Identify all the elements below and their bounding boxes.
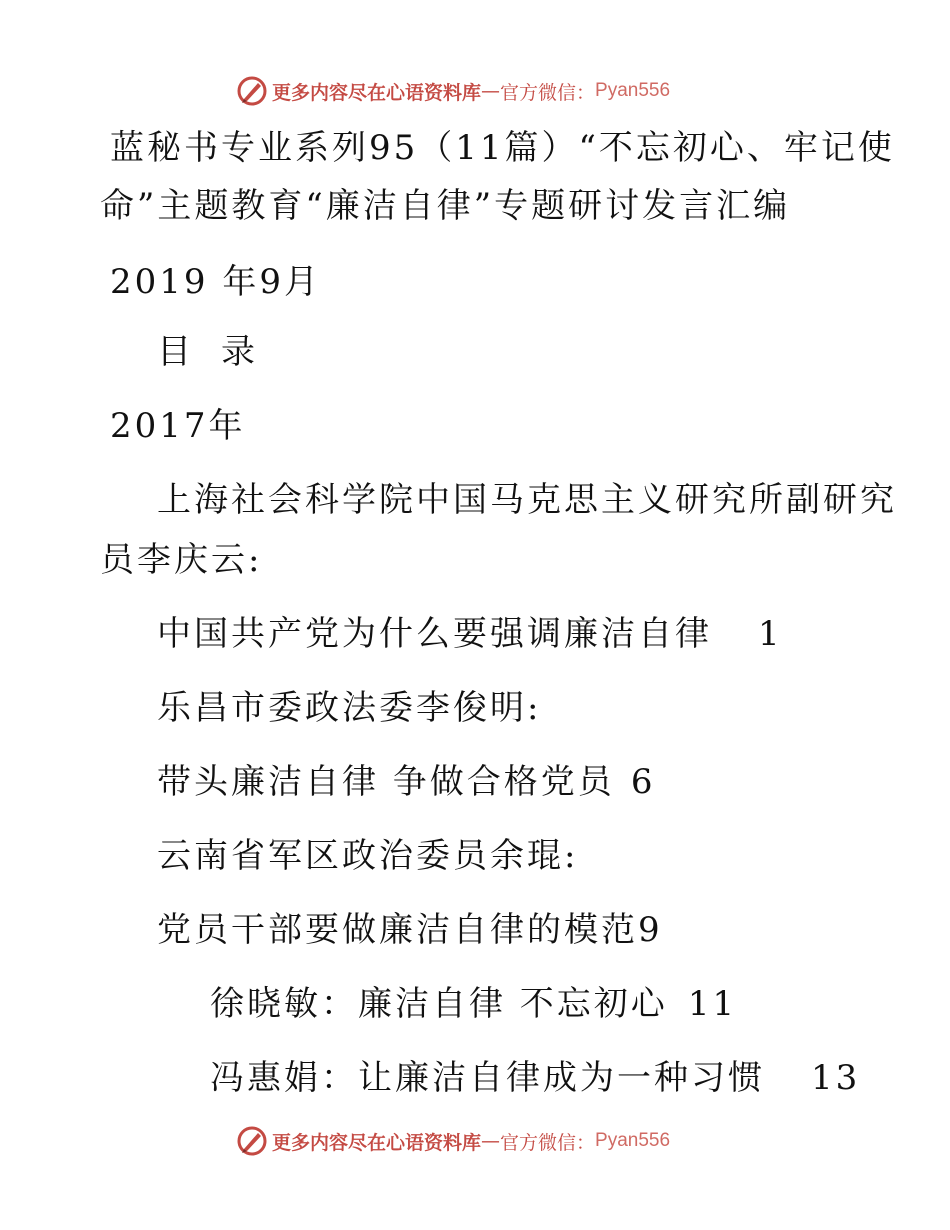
quill-pen-logo-icon (236, 75, 268, 107)
toc-year: 2017年 (110, 406, 246, 446)
toc-entry (157, 762, 655, 802)
toc-entry (157, 910, 663, 950)
quill-pen-logo-icon (236, 1125, 268, 1157)
document-title-line-2: 命”主题教育“廉洁自律”专题研讨发言汇编 (100, 186, 791, 226)
watermark-account-label: 官方微信： (500, 1131, 596, 1154)
toc-entry-author: 云南省军区政治委员余琨: (157, 836, 579, 876)
watermark-brand-text: 更多内容尽在心语资料库 (272, 1131, 482, 1154)
watermark-account-id: Pyan556 (595, 1130, 671, 1151)
toc-entry-author: 乐昌市委政法委李俊明: (157, 688, 542, 728)
toc-entry-page: 6 (630, 762, 656, 802)
toc-entry (210, 984, 737, 1024)
toc-entry (210, 1058, 860, 1098)
toc-entry-author-line-1: 上海社会科学院中国马克思主义研究所副研究 (157, 480, 897, 520)
toc-heading-char-2: 录 (221, 332, 255, 372)
toc-entry-author-line-2: 员李庆云: (100, 540, 263, 580)
toc-entry-page: 9 (638, 910, 663, 950)
toc-entry-title: 冯惠娟：让廉洁自律成为一种习惯 (210, 1058, 765, 1098)
document-title-line-1: 蓝秘书专业系列95（11篇）“不忘初心、牢记使 (110, 128, 895, 168)
toc-entry-title: 党员干部要做廉洁自律的模范 (157, 910, 638, 950)
document-date: 2019 年9月 (110, 262, 321, 302)
toc-entry-page: 1 (758, 614, 783, 654)
toc-entry-title: 徐晓敏：廉洁自律 不忘初心 (210, 984, 668, 1024)
toc-entry-page: 13 (811, 1058, 861, 1098)
watermark-separator: — (481, 1130, 501, 1152)
toc-entry (157, 614, 783, 654)
watermark-separator: — (481, 80, 501, 102)
watermark-account-id: Pyan556 (595, 80, 671, 101)
watermark-banner-top (236, 74, 670, 108)
toc-heading (157, 332, 255, 372)
toc-entry-title: 中国共产党为什么要强调廉洁自律 (157, 614, 712, 654)
watermark-brand-text: 更多内容尽在心语资料库 (272, 81, 482, 104)
toc-entry-title: 带头廉洁自律 争做合格党员 (157, 762, 615, 802)
toc-entry-page: 11 (687, 984, 738, 1024)
watermark-banner-bottom (236, 1124, 670, 1158)
toc-heading-char-1: 目 (157, 332, 191, 372)
watermark-account-label: 官方微信： (500, 81, 596, 104)
